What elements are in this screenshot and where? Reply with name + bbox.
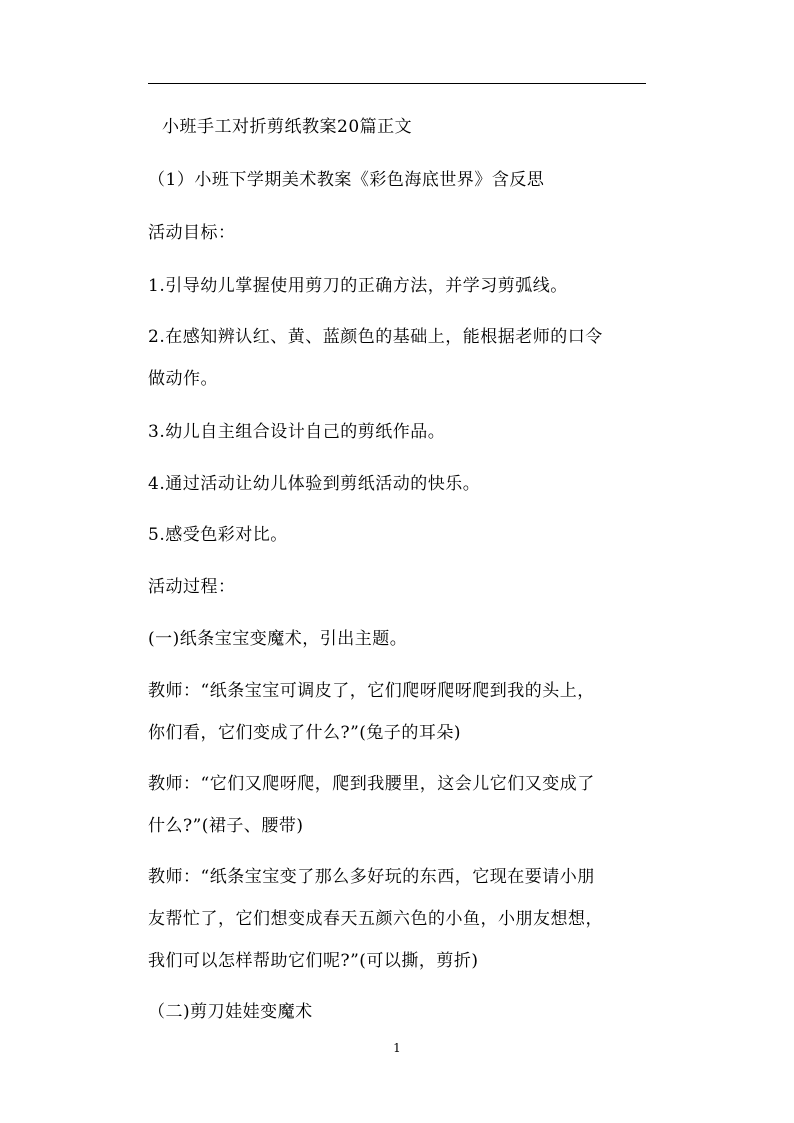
dialogue-3-line-3: 我们可以怎样帮助它们呢?”(可以撕，剪折) [148, 951, 479, 971]
header-rule [148, 83, 646, 84]
dialogue-2-line-2: 什么?”(裙子、腰带) [148, 816, 304, 836]
page-number: 1 [393, 1041, 401, 1055]
step-2-heading: （二)剪刀娃娃变魔术 [148, 1002, 313, 1022]
goal-1: 1.引导幼儿掌握使用剪刀的正确方法，并学习剪弧线。 [148, 276, 568, 296]
dialogue-3-line-1: 教师：“纸条宝宝变了那么多好玩的东西，它现在要请小朋 [148, 867, 595, 887]
document-title: 小班手工对折剪纸教案20篇正文 [162, 117, 413, 137]
goal-4: 4.通过活动让幼儿体验到剪纸活动的快乐。 [148, 474, 481, 494]
dialogue-2-line-1: 教师：“它们又爬呀爬，爬到我腰里，这会儿它们又变成了 [148, 774, 595, 794]
goal-3: 3.幼儿自主组合设计自己的剪纸作品。 [148, 422, 446, 442]
goal-2-line-2: 做动作。 [148, 369, 218, 389]
heading-activity-process: 活动过程： [148, 577, 236, 597]
section-heading-lesson-1: （1）小班下学期美术教案《彩色海底世界》含反思 [148, 170, 545, 190]
dialogue-3-line-2: 友帮忙了，它们想变成春天五颜六色的小鱼，小朋友想想， [148, 909, 603, 929]
dialogue-1-line-2: 你们看，它们变成了什么?”(兔子的耳朵) [148, 723, 462, 743]
dialogue-1-line-1: 教师：“纸条宝宝可调皮了，它们爬呀爬呀爬到我的头上， [148, 681, 595, 701]
goal-5: 5.感受色彩对比。 [148, 525, 288, 545]
step-1-heading: (一)纸条宝宝变魔术，引出主题。 [148, 629, 408, 649]
goal-2-line-1: 2.在感知辨认红、黄、蓝颜色的基础上，能根据老师的口令 [148, 327, 603, 347]
heading-activity-goals: 活动目标： [148, 223, 236, 243]
